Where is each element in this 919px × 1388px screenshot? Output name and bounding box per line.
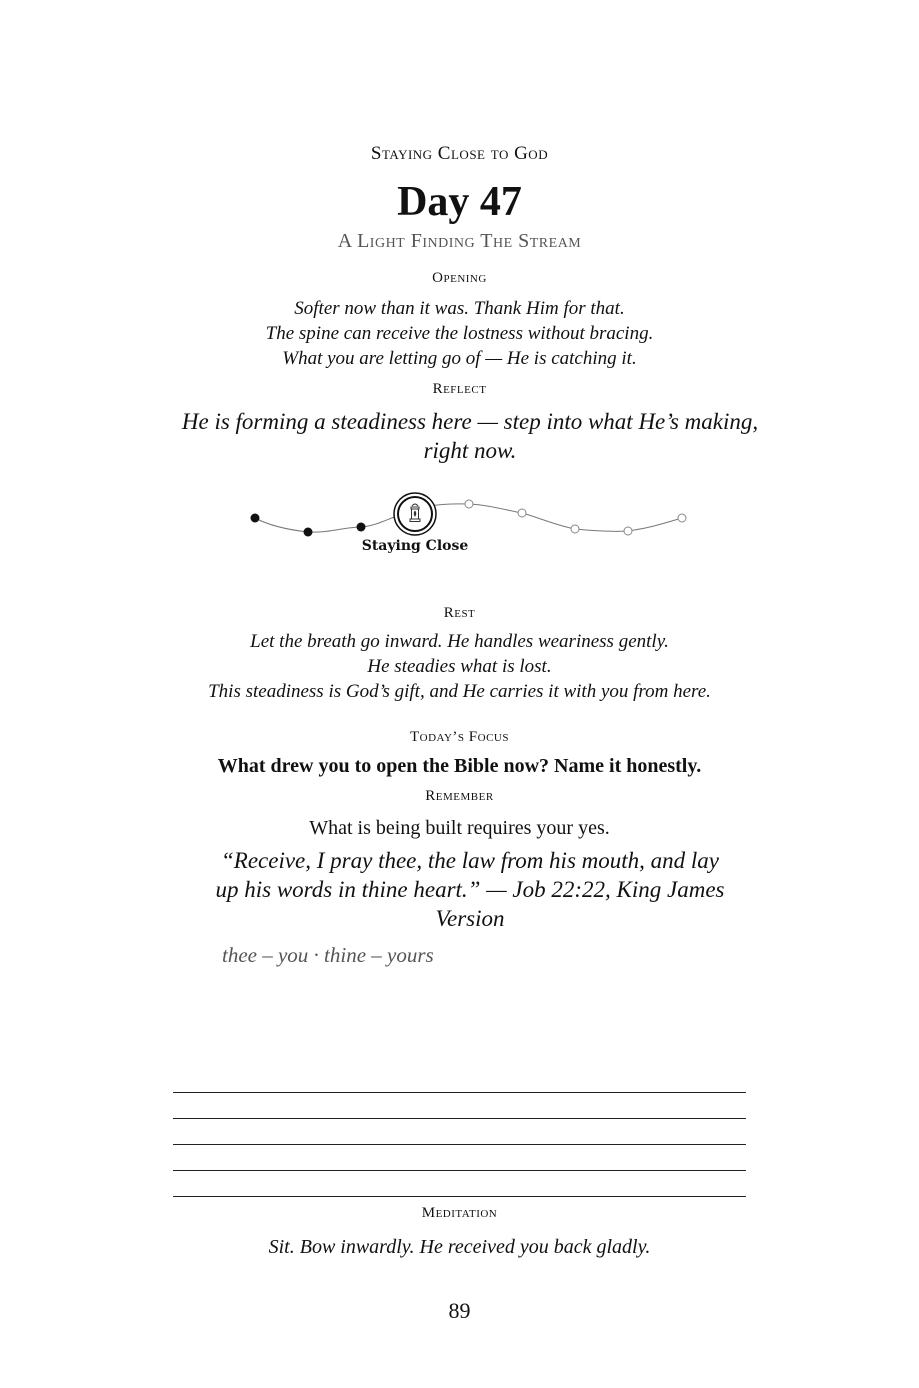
journal-line[interactable] bbox=[173, 1196, 746, 1197]
opening-line: Softer now than it was. Thank Him for that. bbox=[294, 298, 625, 319]
journey-current-label: Staying Close bbox=[361, 538, 469, 554]
reflect-text: He is forming a steadiness here — step into what He’s making, right now. bbox=[181, 409, 759, 463]
journey-stop-upcoming bbox=[571, 525, 579, 533]
journal-line[interactable] bbox=[173, 1118, 746, 1119]
opening-line: What you are letting go of — He is catching it. bbox=[282, 348, 637, 369]
journal-line[interactable] bbox=[173, 1092, 746, 1093]
journal-line[interactable] bbox=[173, 1170, 746, 1171]
journey-stop-upcoming bbox=[465, 500, 473, 508]
day-title: Day 47 bbox=[397, 179, 522, 225]
journey-path bbox=[240, 490, 700, 560]
rest-line: Let the breath go inward. He handles weariness gently. bbox=[250, 631, 669, 652]
reflect-label: Reflect bbox=[432, 381, 487, 397]
page-number: 89 bbox=[448, 1298, 471, 1323]
remember-label: Remember bbox=[425, 788, 494, 804]
remember-text: What is being built requires your yes. bbox=[309, 817, 610, 839]
opening-line: The spine can receive the lostness without bracing. bbox=[265, 323, 654, 344]
rest-text bbox=[0, 629, 919, 704]
focus-question: What drew you to open the Bible now? Name it honestly. bbox=[217, 755, 702, 777]
word-notes: thee – you · thine – yours bbox=[222, 943, 434, 967]
journey-stop-upcoming bbox=[678, 514, 686, 522]
journey-stop-completed bbox=[304, 528, 313, 537]
meditation-text: Sit. Bow inwardly. He received you back gladly. bbox=[268, 1236, 651, 1258]
day-subtitle: A Light Finding The Stream bbox=[337, 230, 582, 252]
meditation-label: Meditation bbox=[421, 1205, 498, 1221]
focus-label: Today’s Focus bbox=[410, 729, 509, 745]
journey-path-graphic bbox=[240, 490, 700, 560]
lantern-icon bbox=[410, 504, 420, 522]
opening-text bbox=[0, 296, 919, 371]
rest-line: This steadiness is God’s gift, and He carries it with you from here. bbox=[208, 681, 711, 702]
journey-stop-completed bbox=[357, 523, 366, 532]
rest-line: He steadies what is lost. bbox=[367, 656, 552, 677]
journal-line[interactable] bbox=[173, 1144, 746, 1145]
opening-label: Opening bbox=[432, 270, 487, 286]
journey-stop-upcoming bbox=[624, 527, 632, 535]
rest-label: Rest bbox=[443, 605, 476, 621]
scripture-verse: “Receive, I pray thee, the law from his mouth, and lay up his words in thine heart.” — Job 22:22, King James Version bbox=[215, 848, 725, 931]
journey-stop-upcoming bbox=[518, 509, 526, 517]
journey-stop-completed bbox=[251, 514, 260, 523]
series-title: Staying Close to God bbox=[370, 143, 549, 164]
journey-stop-current bbox=[394, 493, 436, 535]
